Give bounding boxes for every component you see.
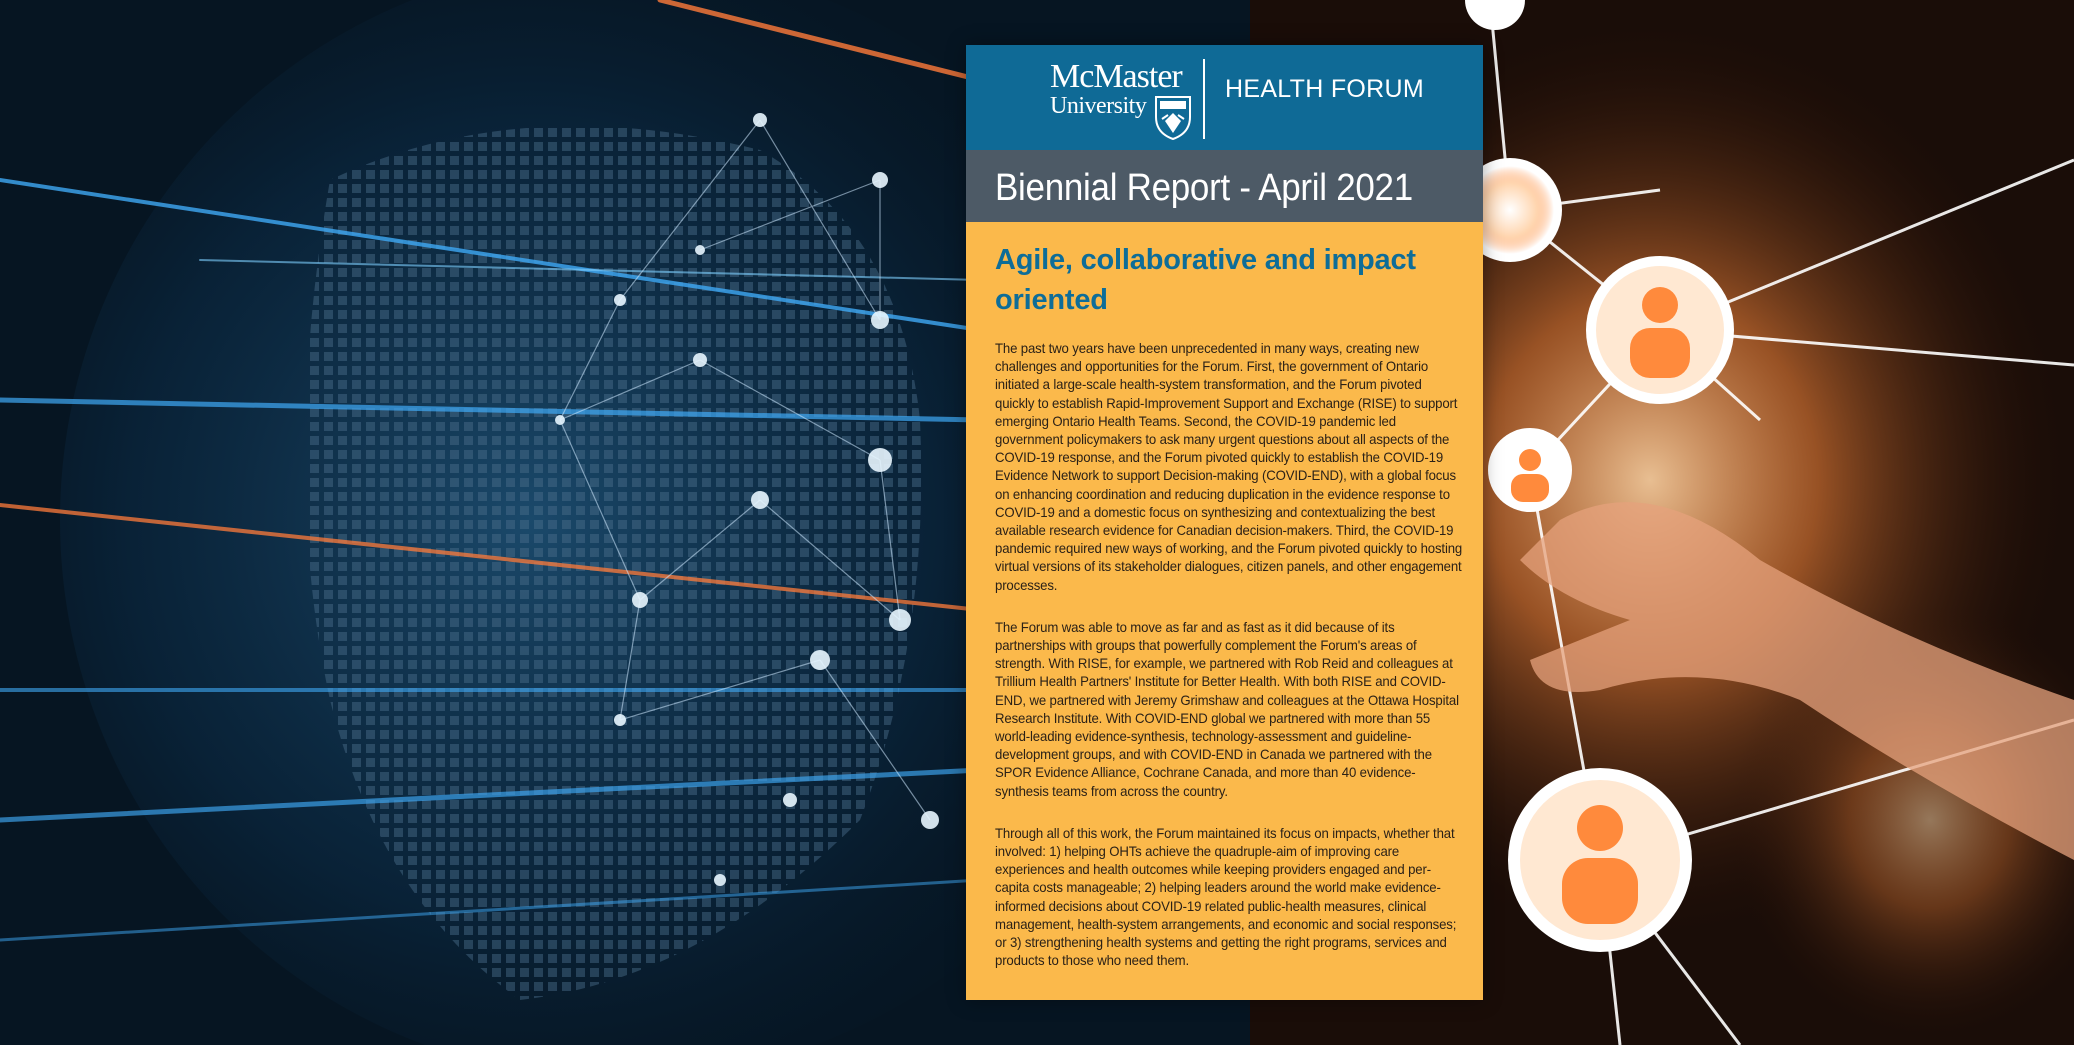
headline: Agile, collaborative and impact oriented <box>995 244 1416 316</box>
body-paragraph-1: The past two years have been unprecedented in many ways, creating new challenges and opportunities for the Forum. First, the government of Ontario initiated a large-scale health-system transformation, and the Forum pivoted quickly to establish Rapid-Improvement Support and Exchange (RISE) to support emerging Ontario Health Teams. Second, the COVID-19 pandemic led government policymakers to ask many urgent questions about all aspects of the COVID-19 response, and the Forum pivoted quickly to establish the COVID-19 Evidence Network to support Decision-making (COVID-END), with a global focus on enhancing coordination and reducing duplication in the evidence response to COVID-19 and a domestic focus on synthesizing and contextualizing the best available research evidence for Canadian decision-makers. Third, the COVID-19 pandemic required new ways of working, and the Forum pivoted quickly to hosting virtual versions of its stakeholder dialogues, citizen panels, and other engagement processes. <box>995 341 1463 593</box>
header-divider <box>1203 59 1205 139</box>
logo-wordmark-line1: McMaster <box>1050 58 1182 95</box>
card-header <box>966 45 1483 150</box>
logo-wordmark-line2: University <box>1050 93 1147 119</box>
title-band <box>966 150 1483 222</box>
report-title: Biennial Report - April 2021 <box>995 167 1413 209</box>
mcmaster-logo <box>1050 58 1182 139</box>
health-forum-label: HEALTH FORUM <box>1225 75 1424 103</box>
report-card <box>966 45 1483 1000</box>
body-paragraph-2: The Forum was able to move as far and as fast as it did because of its partnerships with groups that powerfully complement the Forum's areas of strength. With RISE, for example, we partnered with Rob Reid and colleagues at Trillium Health Partners' Institute for Better Health. With both RISE and COVID-END, we partnered with Jeremy Grimshaw and colleagues at the Ottawa Hospital Research Institute. With COVID-END global we partnered with more than 55 world-leading evidence-synthesis, technology-assessment and guideline-development groups, and with COVID-END in Canada we partnered with the SPOR Evidence Alliance, Cochrane Canada, and more than 40 evidence-synthesis teams from across the country. <box>995 619 1459 799</box>
card-body <box>995 240 1465 995</box>
mcmaster-crest-icon <box>1154 95 1192 141</box>
body-paragraph-3: Through all of this work, the Forum maintained its focus on impacts, whether that involved: 1) helping OHTs achieve the quadruple-aim of improving care experiences and health outcomes while keeping providers engaged and per-capita costs manageable; 2) helping leaders around the world make evidence-informed decisions about COVID-19 related public-health measures, clinical management, health-system arrangements, and economic and social responses; or 3) strengthening health systems and getting the right programs, services and products to those who need them. <box>995 825 1457 969</box>
